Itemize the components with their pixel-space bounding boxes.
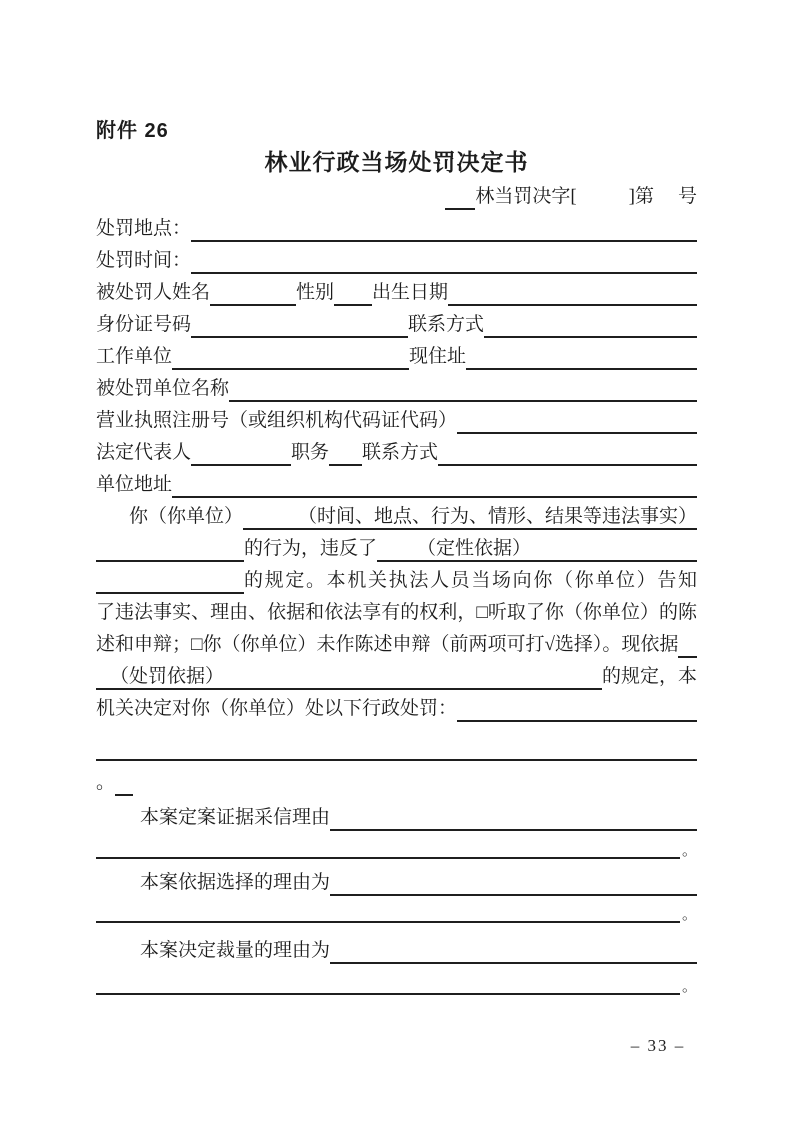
discretion-reason-cont-blank-0 [96, 971, 680, 995]
penalty-decision-line [96, 690, 697, 722]
license-number-row-text-0: 营业执照注册号（或组织机构代码证代码） [96, 410, 458, 431]
unit-name-row [96, 370, 697, 402]
blank-line-1-blank-0 [96, 737, 697, 761]
penalty-location-row [96, 210, 697, 242]
penalty-time-row [96, 242, 697, 274]
basis-reason-cont-blank-0 [96, 899, 680, 923]
violated-basis-line-blank-2: （定性依据） [377, 538, 697, 562]
basis-reason-cont-text-1: 。 [681, 907, 697, 923]
work-unit-row [96, 338, 697, 370]
evidence-reason-row [96, 796, 697, 831]
penalty-decision-line-text-0: 机关决定对你（你单位）处以下行政处罚： [96, 698, 458, 719]
person-name-row-text-4: 出生日期 [372, 282, 449, 303]
violated-basis-line [96, 530, 697, 562]
period-line-text-0: 。 [96, 772, 116, 793]
person-name-row-blank-1 [210, 282, 296, 306]
evidence-reason-cont-text-1: 。 [681, 843, 697, 859]
unit-address-row-blank-1 [172, 474, 697, 498]
page-number: – 33 – [630, 1036, 686, 1055]
evidence-reason-cont [96, 831, 697, 859]
legal-rep-row-blank-5 [438, 442, 697, 466]
violation-facts-line-blank-2: （时间、地点、行为、情形、结果等违法事实） [243, 506, 697, 530]
rights-notice-line-text-0: 了违法事实、理由、依据和依法享有的权利，□听取了你（你单位）的陈 [96, 602, 697, 623]
regulation-notice-line [96, 562, 697, 594]
regulation-notice-line-blank-0 [96, 570, 244, 594]
period-line [96, 761, 697, 796]
unit-address-row [96, 466, 697, 498]
violation-facts-line [96, 498, 697, 530]
penalty-time-row-text-0: 处罚时间： [96, 250, 192, 271]
page-title: 林业行政当场处罚决定书 [264, 149, 529, 175]
work-unit-row-blank-3 [466, 346, 697, 370]
basis-reason-row-blank-2 [330, 872, 697, 896]
rights-notice-line [96, 594, 697, 626]
basis-reason-row-text-1: 本案依据选择的理由为 [140, 872, 331, 893]
id-number-row-blank-3 [484, 314, 697, 338]
attachment-label: 附件 26 [96, 120, 169, 142]
doc-number-line-text-1: 林当罚决字[ [475, 186, 577, 207]
regulation-notice-line-text-1: 的规定。本机关执法人员当场向你（你单位）告知 [244, 570, 697, 591]
id-number-row-text-2: 联系方式 [408, 314, 485, 335]
id-number-row [96, 306, 697, 338]
id-number-row-text-0: 身份证号码 [96, 314, 192, 335]
evidence-reason-cont-blank-0 [96, 835, 680, 859]
doc-number-line-text-3: ]第 [628, 186, 654, 207]
penalty-location-row-blank-1 [191, 218, 697, 242]
discretion-reason-row-text-1: 本案决定裁量的理由为 [140, 940, 331, 961]
penalty-basis-line [96, 658, 697, 690]
statement-defense-line-blank-1 [678, 634, 697, 658]
penalty-location-row-text-0: 处罚地点： [96, 218, 192, 239]
period-line-blank-1 [115, 772, 133, 796]
basis-reason-cont [96, 896, 697, 923]
license-number-row-blank-1 [457, 410, 697, 434]
basis-reason-row [96, 859, 697, 896]
person-name-row [96, 274, 697, 306]
work-unit-row-text-0: 工作单位 [96, 346, 173, 367]
doc-number-line-blank-0 [445, 186, 475, 210]
license-number-row [96, 402, 697, 434]
person-name-row-text-0: 被处罚人姓名 [96, 282, 211, 303]
discretion-reason-row-blank-2 [330, 940, 697, 964]
legal-rep-row-text-0: 法定代表人 [96, 442, 192, 463]
person-name-row-blank-5 [448, 282, 697, 306]
statement-defense-line-text-0: 述和申辩；□你（你单位）未作陈述申辩（前两项可打√选择）。现依据 [96, 634, 679, 655]
violated-basis-line-blank-0 [96, 538, 244, 562]
person-name-row-text-2: 性别 [296, 282, 335, 303]
legal-rep-row-text-4: 联系方式 [362, 442, 439, 463]
discretion-reason-cont [96, 964, 697, 995]
statement-defense-line [96, 626, 697, 658]
form-lines [96, 178, 697, 995]
penalty-basis-line-blank-0: （处罚依据） [96, 666, 602, 690]
penalty-basis-line-text-1: 的规定，本 [601, 666, 697, 687]
doc-number-line [96, 178, 697, 210]
person-name-row-blank-3 [334, 282, 372, 306]
violated-basis-line-text-1: 的行为，违反了 [244, 538, 378, 559]
unit-name-row-text-0: 被处罚单位名称 [96, 378, 230, 399]
doc-number-line-text-5: 号 [677, 186, 697, 207]
violation-facts-line-text-1: 你（你单位） [128, 506, 243, 527]
legal-rep-row-text-2: 职务 [291, 442, 330, 463]
evidence-reason-row-text-1: 本案定案证据采信理由 [140, 807, 331, 828]
unit-address-row-text-0: 单位地址 [96, 474, 173, 495]
discretion-reason-row [96, 923, 697, 964]
work-unit-row-blank-1 [172, 346, 409, 370]
legal-rep-row-blank-1 [191, 442, 291, 466]
id-number-row-blank-1 [191, 314, 408, 338]
legal-rep-row-blank-3 [329, 442, 362, 466]
penalty-decision-line-blank-1 [457, 698, 697, 722]
work-unit-row-text-2: 现住址 [409, 346, 467, 367]
blank-line-1 [96, 722, 697, 761]
unit-name-row-blank-1 [229, 378, 697, 402]
discretion-reason-cont-text-1: 。 [681, 979, 697, 995]
legal-rep-row [96, 434, 697, 466]
penalty-time-row-blank-1 [191, 250, 697, 274]
evidence-reason-row-blank-2 [330, 807, 697, 831]
